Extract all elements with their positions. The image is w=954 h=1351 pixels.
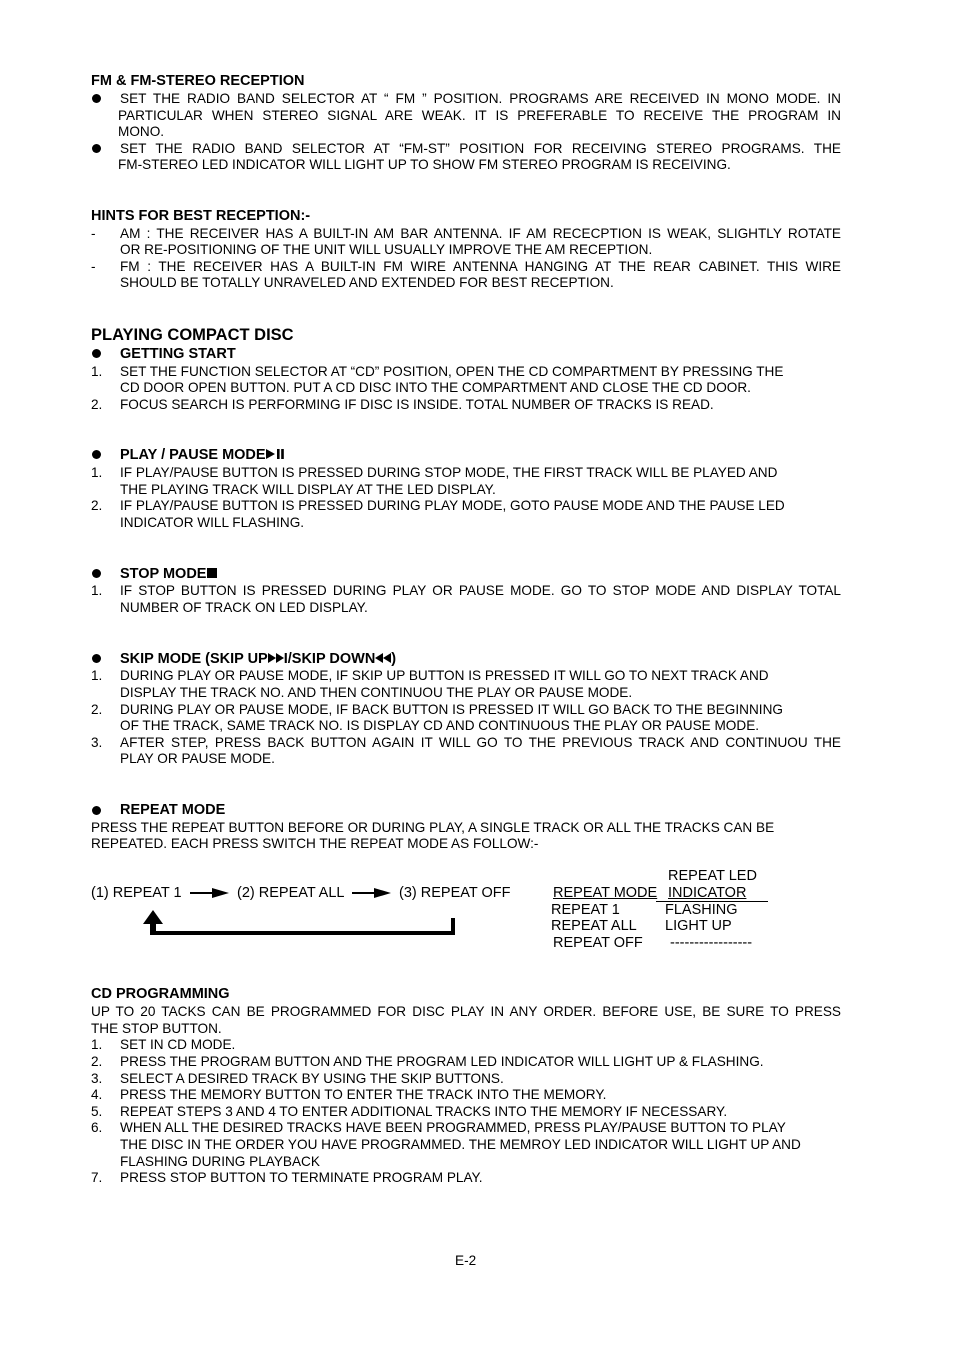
number-marker: 2. (91, 702, 103, 717)
bullet-icon (92, 806, 101, 815)
getting-start-item1-line1: SET THE FUNCTION SELECTOR AT “CD” POSITION, OPEN THE CD COMPARTMENT BY PRESSING THE (120, 364, 784, 379)
fm-bullet2-line2: FM-STEREO LED INDICATOR WILL LIGHT UP TO SHOW FM STEREO PROGRAM IS RECEIVING. (118, 157, 731, 172)
number-marker: 2. (91, 498, 103, 513)
getting-start-title: GETTING START (120, 346, 236, 362)
programming-step7: PRESS STOP BUTTON TO TERMINATE PROGRAM PLAY. (120, 1170, 483, 1185)
hints-am-line1: AM : THE RECEIVER HAS A BUILT-IN AM BAR ANTENNA. IF AM RECECPTION IS WEAK, SLIGHTLY ROTATE (120, 226, 841, 241)
number-marker: 2. (91, 397, 103, 412)
number-marker: 7. (91, 1170, 103, 1185)
hints-heading: HINTS FOR BEST RECEPTION:- (91, 208, 311, 224)
play-pause-title (120, 447, 286, 463)
programming-heading: CD PROGRAMMING (91, 986, 230, 1002)
stop-icon (206, 567, 218, 579)
bullet-icon (92, 450, 101, 459)
skip-title-text-c: ) (391, 651, 397, 667)
fm-bullet1-line1: SET THE RADIO BAND SELECTOR AT “ FM ” POSITION. PROGRAMS ARE RECEIVED IN MONO MODE. IN (120, 91, 841, 106)
repeat-table-row3-indicator: ----------------- (670, 935, 753, 951)
skip-title-text-b: I/SKIP DOWN (283, 651, 376, 667)
skip-item3-line1: AFTER STEP, PRESS BACK BUTTON AGAIN IT WILL GO TO THE PREVIOUS TRACK AND CONTINUOU THE (120, 735, 841, 750)
repeat-title: REPEAT MODE (120, 802, 226, 818)
arrow-right-icon (350, 886, 392, 900)
repeat-flow-step3: (3) REPEAT OFF (399, 885, 511, 901)
stop-title (120, 566, 218, 582)
repeat-text-line1: PRESS THE REPEAT BUTTON BEFORE OR DURING PLAY, A SINGLE TRACK OR ALL THE TRACKS CAN BE (91, 820, 775, 835)
repeat-table-row2-mode: REPEAT ALL (551, 918, 637, 934)
skip-down-icon (375, 652, 391, 664)
programming-step6-line2: THE DISC IN THE ORDER YOU HAVE PROGRAMMED. THE MEMROY LED INDICATOR WILL LIGHT UP AND (120, 1137, 801, 1152)
repeat-table-header-top: REPEAT LED (668, 868, 757, 884)
number-marker: 3. (91, 735, 103, 750)
repeat-flow-step2: (2) REPEAT ALL (237, 885, 345, 901)
stop-item1-line1: IF STOP BUTTON IS PRESSED DURING PLAY OR PAUSE MODE. GO TO STOP MODE AND DISPLAY TOTAL (120, 583, 841, 598)
play-pause-item2-line2: INDICATOR WILL FLASHING. (120, 515, 305, 530)
play-pause-icon (266, 448, 286, 460)
skip-item1-line2: DISPLAY THE TRACK NO. AND THEN CONTINUOU THE PLAY OR PAUSE MODE. (120, 685, 633, 700)
repeat-table-header-indicator: INDICATOR (668, 885, 747, 901)
hints-fm-line2: SHOULD BE TOTALLY UNRAVELED AND EXTENDED FOR BEST RECEPTION. (120, 275, 614, 290)
repeat-table-header-mode: REPEAT MODE (553, 885, 658, 901)
programming-intro-line2: THE STOP BUTTON. (91, 1021, 222, 1036)
repeat-table-row3-mode: REPEAT OFF (553, 935, 643, 951)
skip-item3-line2: PLAY OR PAUSE MODE. (120, 751, 275, 766)
repeat-table-row1-mode: REPEAT 1 (551, 902, 620, 918)
dash-marker: - (91, 226, 96, 241)
dash-marker: - (91, 259, 96, 274)
number-marker: 2. (91, 1054, 103, 1069)
getting-start-item1-line2: CD DOOR OPEN BUTTON. PUT A CD DISC INTO THE COMPARTMENT AND CLOSE THE CD DOOR. (120, 380, 751, 395)
stop-item1-line2: NUMBER OF TRACK ON LED DISPLAY. (120, 600, 368, 615)
programming-step5: REPEAT STEPS 3 AND 4 TO ENTER ADDITIONAL TRACKS INTO THE MEMORY IF NECESSARY. (120, 1104, 728, 1119)
programming-intro-line1: UP TO 20 TACKS CAN BE PROGRAMMED FOR DISC PLAY IN ANY ORDER. BEFORE USE, BE SURE TO PRESS (91, 1004, 841, 1019)
programming-step2: PRESS THE PROGRAM BUTTON AND THE PROGRAM LED INDICATOR WILL LIGHT UP & FLASHING. (120, 1054, 764, 1069)
bullet-icon (92, 94, 101, 103)
play-pause-title-text: PLAY / PAUSE MODE (120, 447, 266, 463)
bullet-icon (92, 349, 101, 358)
programming-step6-line1: WHEN ALL THE DESIRED TRACKS HAVE BEEN PROGRAMMED, PRESS PLAY/PAUSE BUTTON TO PLAY (120, 1120, 786, 1135)
repeat-table-row1-indicator: FLASHING (665, 902, 738, 918)
programming-step1: SET IN CD MODE. (120, 1037, 236, 1052)
number-marker: 4. (91, 1087, 103, 1102)
bullet-icon (92, 144, 101, 153)
play-pause-item2-line1: IF PLAY/PAUSE BUTTON IS PRESSED DURING PLAY MODE, GOTO PAUSE MODE AND THE PAUSE LED (120, 498, 785, 513)
skip-item2-line1: DURING PLAY OR PAUSE MODE, IF BACK BUTTON IS PRESSED IT WILL GO BACK TO THE BEGINNING (120, 702, 783, 717)
fm-heading: FM & FM-STEREO RECEPTION (91, 73, 305, 89)
number-marker: 1. (91, 583, 103, 598)
bullet-icon (92, 654, 101, 663)
arrow-right-icon (188, 886, 230, 900)
programming-step3: SELECT A DESIRED TRACK BY USING THE SKIP BUTTONS. (120, 1071, 504, 1086)
getting-start-item2-line1: FOCUS SEARCH IS PERFORMING IF DISC IS INSIDE. TOTAL NUMBER OF TRACKS IS READ. (120, 397, 714, 412)
number-marker: 3. (91, 1071, 103, 1086)
skip-title (120, 651, 396, 667)
skip-item1-line1: DURING PLAY OR PAUSE MODE, IF SKIP UP BUTTON IS PRESSED IT WILL GO TO NEXT TRACK AND (120, 668, 769, 683)
stop-title-text: STOP MODE (120, 566, 207, 582)
hints-am-line2: OR RE-POSITIONING OF THE UNIT WILL USUALLY IMPROVE THE AM RECEPTION. (120, 242, 653, 257)
programming-step4: PRESS THE MEMORY BUTTON TO ENTER THE TRACK INTO THE MEMORY. (120, 1087, 607, 1102)
bullet-icon (92, 569, 101, 578)
skip-item2-line2: OF THE TRACK, SAME TRACK NO. IS DISPLAY CD AND CONTINUOUS THE PLAY OR PAUSE MODE. (120, 718, 760, 733)
play-pause-item1-line2: THE PLAYING TRACK WILL DISPLAY AT THE LED DISPLAY. (120, 482, 496, 497)
repeat-loop-arrow-icon (138, 910, 462, 938)
number-marker: 5. (91, 1104, 103, 1119)
repeat-text-line2: REPEATED. EACH PRESS SWITCH THE REPEAT MODE AS FOLLOW:- (91, 836, 539, 851)
number-marker: 1. (91, 465, 103, 480)
number-marker: 6. (91, 1120, 103, 1135)
page-number: E-2 (455, 1253, 477, 1268)
repeat-table-row2-indicator: LIGHT UP (665, 918, 732, 934)
number-marker: 1. (91, 364, 103, 379)
skip-up-icon (268, 652, 284, 664)
play-pause-item1-line1: IF PLAY/PAUSE BUTTON IS PRESSED DURING STOP MODE, THE FIRST TRACK WILL BE PLAYED AND (120, 465, 778, 480)
repeat-flow-step1: (1) REPEAT 1 (91, 885, 182, 901)
fm-bullet2-line1: SET THE RADIO BAND SELECTOR AT “FM-ST” POSITION FOR RECEIVING STEREO PROGRAMS. THE (120, 141, 841, 156)
skip-title-text-a: SKIP MODE (SKIP UP (120, 651, 268, 667)
programming-step6-line3: FLASHING DURING PLAYBACK (120, 1154, 320, 1169)
hints-fm-line1: FM : THE RECEIVER HAS A BUILT-IN FM WIRE ANTENNA HANGING AT THE REAR CABINET. THIS WIRE (120, 259, 841, 274)
playing-heading: PLAYING COMPACT DISC (91, 326, 294, 344)
number-marker: 1. (91, 668, 103, 683)
number-marker: 1. (91, 1037, 103, 1052)
fm-bullet1-line3: MONO. (118, 124, 165, 139)
fm-bullet1-line2: PARTICULAR WHEN STEREO SIGNAL ARE WEAK. IT IS PREFERABLE TO RECEIVE THE PROGRAM IN (118, 108, 841, 123)
